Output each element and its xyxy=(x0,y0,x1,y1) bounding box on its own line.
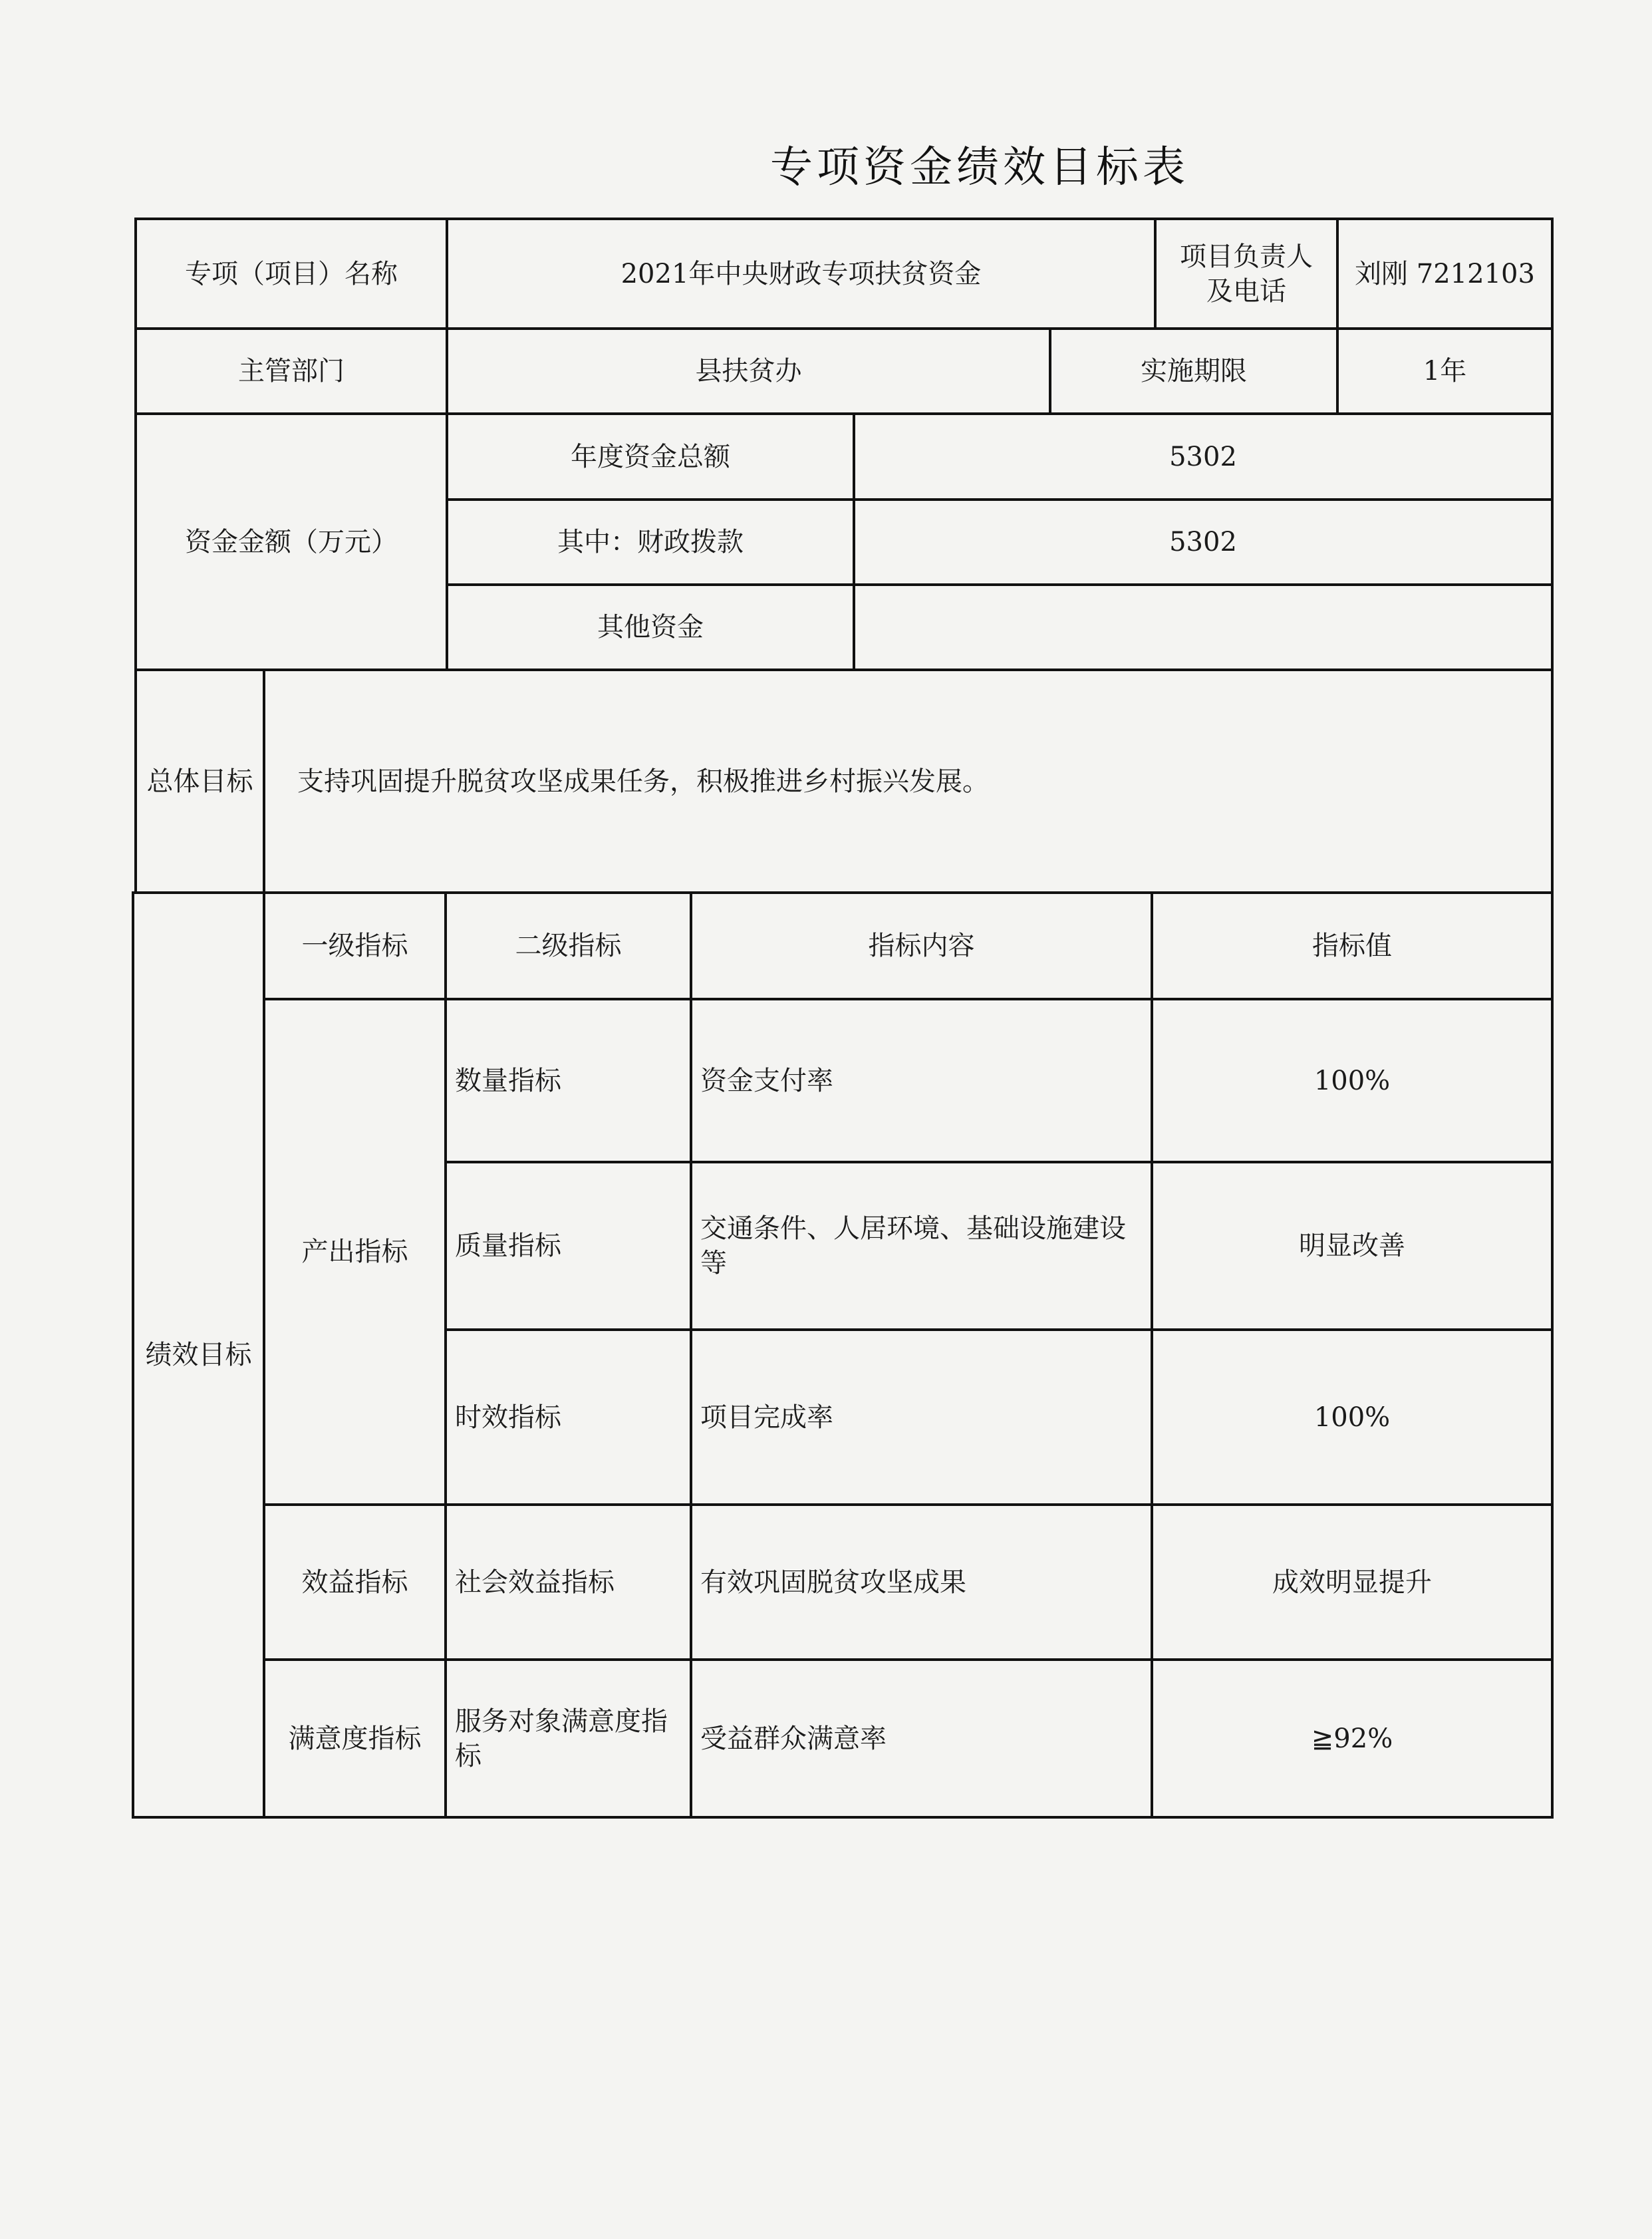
funds-other-value xyxy=(855,586,1551,669)
header-value: 指标值 xyxy=(1312,931,1392,961)
project-name-value: 2021年中央财政专项扶贫资金 xyxy=(620,258,982,289)
period-label: 实施期限 xyxy=(1141,356,1247,386)
timeliness-content: 项目完成率 xyxy=(700,1402,833,1433)
funds-fiscal-value: 5302 xyxy=(1169,527,1237,557)
service-satisfaction-value: ≧92% xyxy=(1311,1723,1393,1754)
dept-label: 主管部门 xyxy=(238,356,344,386)
funds-total-label: 年度资金总额 xyxy=(571,441,730,472)
overall-goal-label: 总体目标 xyxy=(146,766,253,797)
header-level2: 二级指标 xyxy=(515,931,622,961)
funds-label: 资金金额（万元） xyxy=(185,526,398,557)
quantity-value: 100% xyxy=(1313,1065,1391,1096)
overall-goal-text: 支持巩固提升脱贫攻坚成果任务，积极推进乡村振兴发展。 xyxy=(297,766,989,797)
social-benefit-value: 成效明显提升 xyxy=(1272,1567,1432,1598)
social-benefit-content: 有效巩固脱贫攻坚成果 xyxy=(700,1567,966,1598)
timeliness-indicator: 时效指标 xyxy=(455,1402,561,1433)
timeliness-value: 100% xyxy=(1313,1402,1391,1433)
performance-label: 绩效目标 xyxy=(145,1340,252,1370)
contact-value: 刘刚 7212103 xyxy=(1355,258,1535,289)
social-benefit-indicator: 社会效益指标 xyxy=(455,1567,615,1598)
quantity-content: 资金支付率 xyxy=(700,1065,833,1096)
header-level1: 一级指标 xyxy=(301,931,408,961)
header-content: 指标内容 xyxy=(868,931,975,961)
service-satisfaction-indicator: 服务对象满意度指标 xyxy=(455,1706,668,1771)
contact-label: 项目负责人及电话 xyxy=(1180,241,1313,307)
funds-total-value: 5302 xyxy=(1169,441,1237,472)
dept-value: 县扶贫办 xyxy=(695,356,802,386)
project-name-label: 专项（项目）名称 xyxy=(185,258,398,289)
quantity-indicator: 数量指标 xyxy=(455,1065,561,1096)
funds-other-label: 其他资金 xyxy=(597,612,704,643)
funds-fiscal-label: 其中：财政拨款 xyxy=(557,527,744,557)
quality-value: 明显改善 xyxy=(1299,1231,1405,1261)
benefit-indicator-label: 效益指标 xyxy=(301,1567,408,1598)
service-satisfaction-content: 受益群众满意率 xyxy=(700,1723,887,1754)
quality-indicator: 质量指标 xyxy=(455,1231,561,1261)
page-title: 专项资金绩效目标表 xyxy=(770,143,1189,192)
quality-content: 交通条件、人居环境、基础设施建设等 xyxy=(700,1213,1126,1278)
output-indicator-label: 产出指标 xyxy=(301,1237,408,1267)
satisfaction-indicator-label: 满意度指标 xyxy=(288,1723,422,1754)
period-value: 1年 xyxy=(1423,356,1467,386)
